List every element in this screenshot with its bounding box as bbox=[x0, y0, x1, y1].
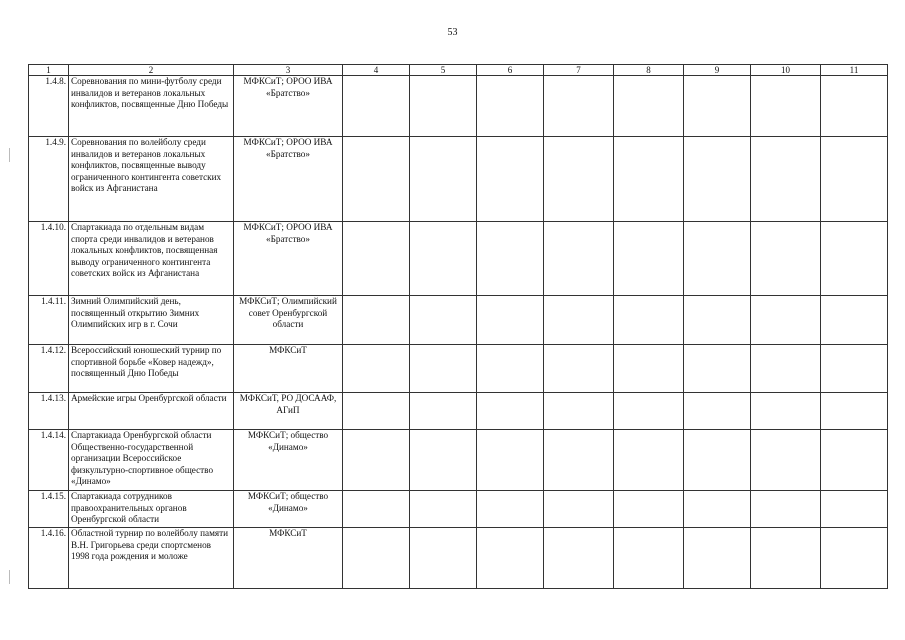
empty-cell bbox=[343, 137, 410, 222]
table-row bbox=[29, 393, 888, 430]
empty-cell bbox=[544, 491, 614, 528]
row-number: 1.4.13. bbox=[29, 393, 69, 430]
empty-cell bbox=[410, 345, 477, 393]
empty-cell bbox=[544, 345, 614, 393]
organizer: МФКСиТ; Олимпийский совет Оренбургской области bbox=[234, 296, 343, 345]
empty-cell bbox=[544, 430, 614, 491]
empty-cell bbox=[751, 222, 821, 296]
empty-cell bbox=[821, 345, 888, 393]
empty-cell bbox=[477, 345, 544, 393]
event-name: Зимний Олимпийский день, посвященный открытию Зимних Олимпийских игр в г. Сочи bbox=[69, 296, 234, 345]
organizer: МФКСиТ; общество «Динамо» bbox=[234, 491, 343, 528]
col-header-11: 11 bbox=[821, 65, 888, 76]
col-header-10: 10 bbox=[751, 65, 821, 76]
table-row bbox=[29, 76, 888, 137]
col-header-4: 4 bbox=[343, 65, 410, 76]
empty-cell bbox=[343, 345, 410, 393]
empty-cell bbox=[614, 137, 684, 222]
empty-cell bbox=[343, 491, 410, 528]
empty-cell bbox=[821, 76, 888, 137]
empty-cell bbox=[544, 76, 614, 137]
table-row bbox=[29, 430, 888, 491]
empty-cell bbox=[343, 430, 410, 491]
empty-cell bbox=[751, 296, 821, 345]
empty-cell bbox=[544, 222, 614, 296]
event-name: Спартакиада Оренбургской области Общественно-государственной организации Всероссийское физкультурно-спортивное общество «Динамо» bbox=[69, 430, 234, 491]
row-number: 1.4.9. bbox=[29, 137, 69, 222]
empty-cell bbox=[544, 296, 614, 345]
col-header-7: 7 bbox=[544, 65, 614, 76]
organizer: МФКСиТ; ОРОО ИВА «Братство» bbox=[234, 222, 343, 296]
empty-cell bbox=[544, 393, 614, 430]
empty-cell bbox=[544, 528, 614, 589]
empty-cell bbox=[614, 296, 684, 345]
empty-cell bbox=[477, 296, 544, 345]
empty-cell bbox=[684, 296, 751, 345]
empty-cell bbox=[477, 430, 544, 491]
header-row bbox=[29, 65, 888, 76]
empty-cell bbox=[684, 76, 751, 137]
row-number: 1.4.15. bbox=[29, 491, 69, 528]
col-header-6: 6 bbox=[477, 65, 544, 76]
event-name: Спартакиада сотрудников правоохранительных органов Оренбургской области bbox=[69, 491, 234, 528]
empty-cell bbox=[410, 296, 477, 345]
empty-cell bbox=[343, 393, 410, 430]
empty-cell bbox=[684, 393, 751, 430]
empty-cell bbox=[343, 528, 410, 589]
page-number: 53 bbox=[447, 27, 458, 38]
event-name: Соревнования по волейболу среди инвалидов и ветеранов локальных конфликтов, посвященные выводу ограниченного контингента советских войск из Афганистана bbox=[69, 137, 234, 222]
col-header-1: 1 bbox=[29, 65, 69, 76]
empty-cell bbox=[751, 137, 821, 222]
event-name: Спартакиада по отдельным видам спорта среди инвалидов и ветеранов локальных конфликтов, посвященная выводу ограниченного контингента советских войск из Афганистана bbox=[69, 222, 234, 296]
organizer: МФКСиТ; ОРОО ИВА «Братство» bbox=[234, 76, 343, 137]
organizer: МФКСиТ bbox=[234, 528, 343, 589]
empty-cell bbox=[410, 222, 477, 296]
empty-cell bbox=[614, 222, 684, 296]
empty-cell bbox=[821, 430, 888, 491]
empty-cell bbox=[477, 222, 544, 296]
col-header-5: 5 bbox=[410, 65, 477, 76]
empty-cell bbox=[544, 137, 614, 222]
empty-cell bbox=[684, 222, 751, 296]
empty-cell bbox=[821, 137, 888, 222]
row-number: 1.4.14. bbox=[29, 430, 69, 491]
table-row bbox=[29, 345, 888, 393]
table-row bbox=[29, 528, 888, 589]
col-header-2: 2 bbox=[69, 65, 234, 76]
empty-cell bbox=[614, 528, 684, 589]
empty-cell bbox=[821, 393, 888, 430]
empty-cell bbox=[751, 491, 821, 528]
row-number: 1.4.8. bbox=[29, 76, 69, 137]
scan-mark bbox=[9, 570, 10, 584]
empty-cell bbox=[477, 393, 544, 430]
empty-cell bbox=[684, 137, 751, 222]
event-name: Соревнования по мини-футболу среди инвалидов и ветеранов локальных конфликтов, посвященные Дню Победы bbox=[69, 76, 234, 137]
empty-cell bbox=[684, 345, 751, 393]
empty-cell bbox=[751, 76, 821, 137]
empty-cell bbox=[410, 430, 477, 491]
empty-cell bbox=[343, 76, 410, 137]
empty-cell bbox=[410, 393, 477, 430]
table-row bbox=[29, 296, 888, 345]
empty-cell bbox=[821, 222, 888, 296]
table-row bbox=[29, 491, 888, 528]
empty-cell bbox=[410, 76, 477, 137]
row-number: 1.4.10. bbox=[29, 222, 69, 296]
event-name: Всероссийский юношеский турнир по спортивной борьбе «Ковер надежд», посвященный Дню Победы bbox=[69, 345, 234, 393]
table-row bbox=[29, 137, 888, 222]
organizer: МФКСиТ; ОРОО ИВА «Братство» bbox=[234, 137, 343, 222]
row-number: 1.4.12. bbox=[29, 345, 69, 393]
empty-cell bbox=[410, 491, 477, 528]
events-table bbox=[28, 64, 888, 589]
empty-cell bbox=[614, 393, 684, 430]
empty-cell bbox=[343, 222, 410, 296]
col-header-8: 8 bbox=[614, 65, 684, 76]
scan-mark bbox=[9, 148, 10, 162]
col-header-3: 3 bbox=[234, 65, 343, 76]
table-row bbox=[29, 222, 888, 296]
empty-cell bbox=[821, 528, 888, 589]
row-number: 1.4.11. bbox=[29, 296, 69, 345]
empty-cell bbox=[410, 137, 477, 222]
empty-cell bbox=[751, 528, 821, 589]
empty-cell bbox=[751, 345, 821, 393]
col-header-9: 9 bbox=[684, 65, 751, 76]
organizer: МФКСиТ; общество «Динамо» bbox=[234, 430, 343, 491]
organizer: МФКСиТ bbox=[234, 345, 343, 393]
empty-cell bbox=[684, 430, 751, 491]
empty-cell bbox=[751, 430, 821, 491]
empty-cell bbox=[614, 345, 684, 393]
event-name: Армейские игры Оренбургской области bbox=[69, 393, 234, 430]
empty-cell bbox=[410, 528, 477, 589]
event-name: Областной турнир по волейболу памяти В.Н. Григорьева среди спортсменов 1998 года рождения и моложе bbox=[69, 528, 234, 589]
row-number: 1.4.16. bbox=[29, 528, 69, 589]
empty-cell bbox=[684, 491, 751, 528]
empty-cell bbox=[477, 491, 544, 528]
empty-cell bbox=[477, 528, 544, 589]
organizer: МФКСиТ, РО ДОСААФ, АГиП bbox=[234, 393, 343, 430]
empty-cell bbox=[477, 137, 544, 222]
empty-cell bbox=[614, 430, 684, 491]
empty-cell bbox=[614, 76, 684, 137]
empty-cell bbox=[477, 76, 544, 137]
empty-cell bbox=[614, 491, 684, 528]
empty-cell bbox=[821, 296, 888, 345]
empty-cell bbox=[751, 393, 821, 430]
empty-cell bbox=[821, 491, 888, 528]
empty-cell bbox=[684, 528, 751, 589]
empty-cell bbox=[343, 296, 410, 345]
